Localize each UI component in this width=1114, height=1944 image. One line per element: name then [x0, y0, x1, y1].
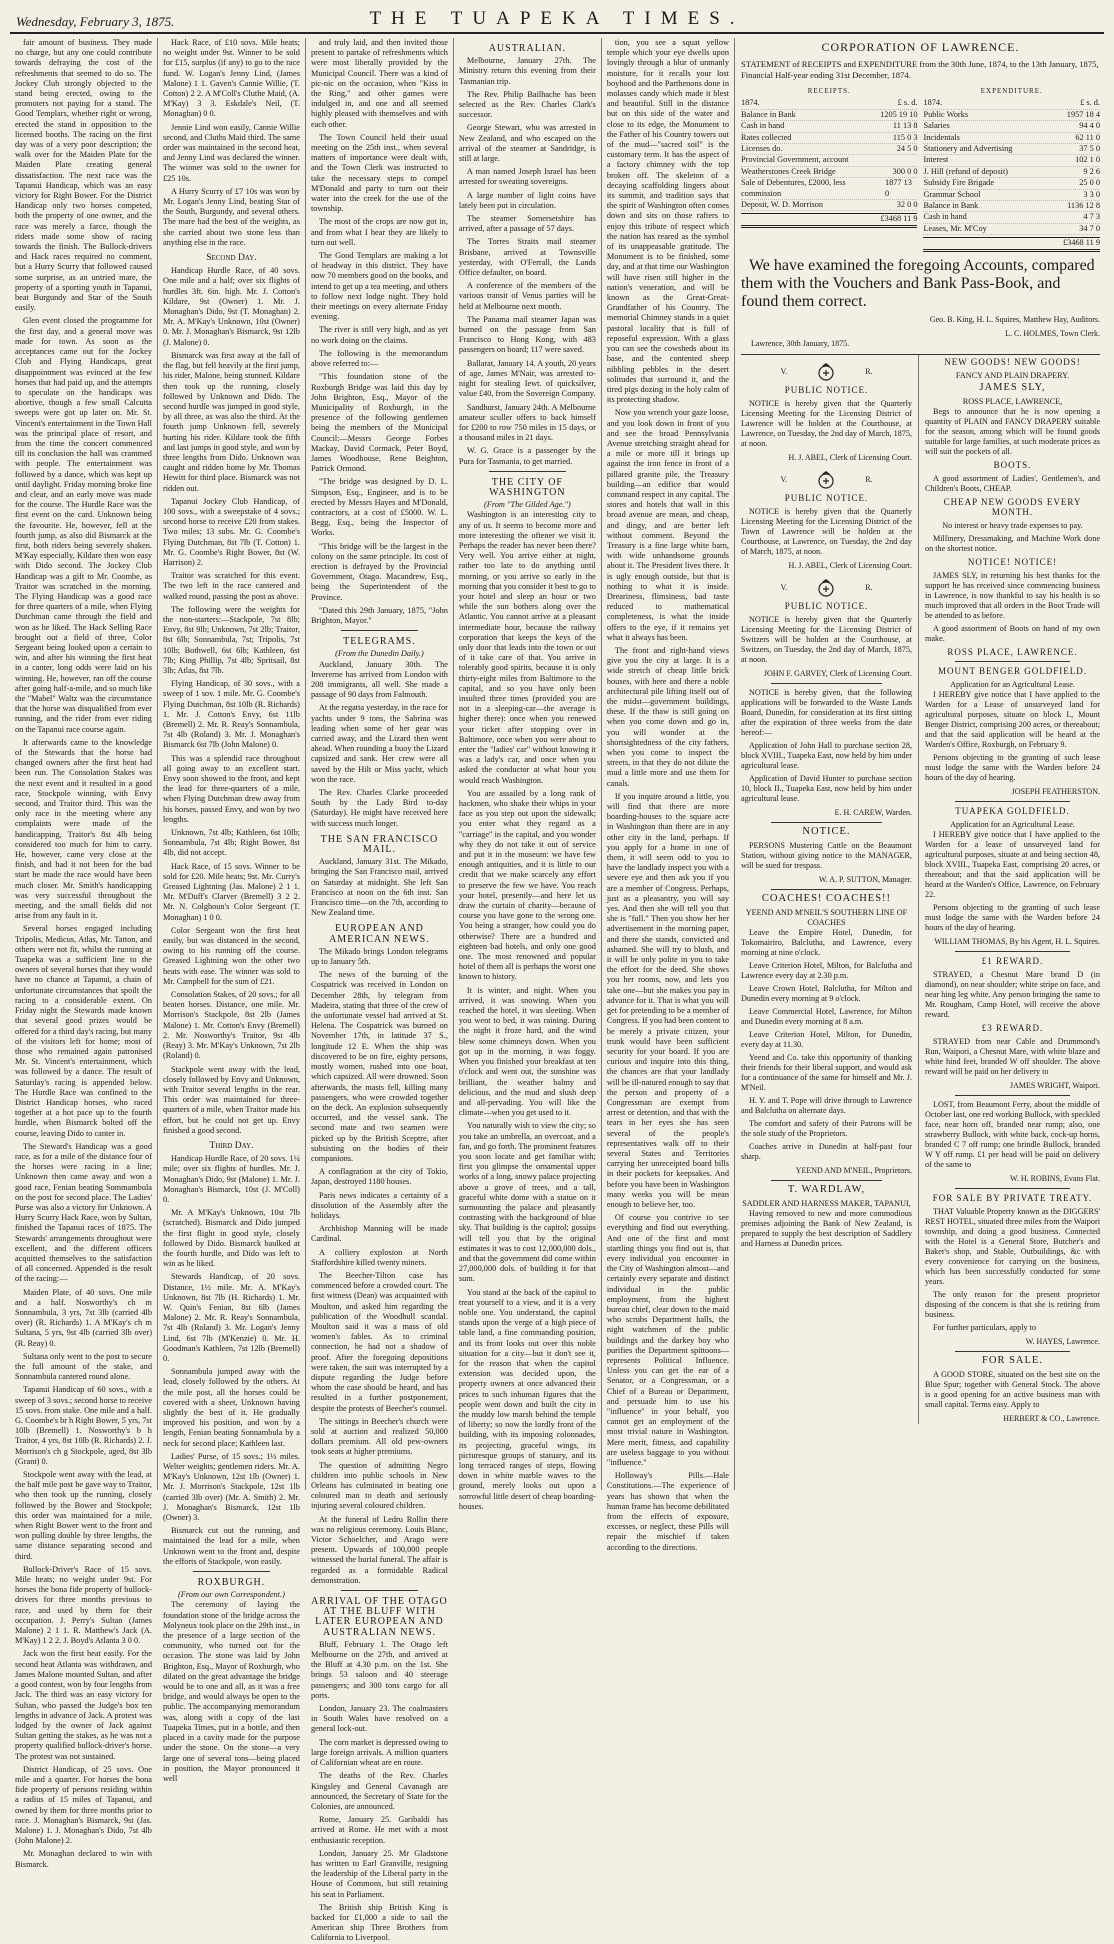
article-paragraph: The Good Templars are making a lot of headway in this district. They have now 70 members good on the books, and intend to get up a tea meeting, and others to follow next lodge night. They hold their meetings on every alternate Friday evening.	[310, 251, 448, 322]
ad-text: Millinery, Dressmaking, and Machine Work done on the shortest notice.	[925, 533, 1100, 553]
audit-text: We have examined the foregoing Accounts, compared them with the Vouchers and Bank Pass-Book, and found them correct.	[740, 256, 1095, 310]
expenditure-item: Stationery and Advertising	[923, 144, 1013, 154]
article-paragraph: You stand at the back of the capitol to treat yourself to a view, and it is a very noble one. You understand, the capitol stands upon the verge of a high piece of table land, a fine commanding position, and its front looks out over this noble situation for a city—but it don't see it, for the reason that when the capitol extension was decided upon, the property owners at once advanced their prices to such inhuman figures that the people went down and built the city in the muddy low marsh behind the temple of liberty; so now the lordly front of the building, with its imposing colonnades, its projecting, graceful wings, its picturesque groups of statuary, and its long terraced ranges of steps, flowing down in white marble waves to the ground, merely looks out upon a sorrowful little desert of cheap boarding-houses.	[458, 1287, 596, 1511]
receipt-row	[741, 133, 918, 144]
article-paragraph: Ladies' Purse, of 15 sovs.; 1½ miles. Welter weights; gentlemen riders. Mr. A. M'Kay's Unknown, 12st 1lb (Owner) 1. Mr. J. Morrison's Stackpole, 12st 1lb (carried 3lb over) (Mr. A. Smith) 2. Mr. J. Monaghan's Bismarck, 12st 1lb (Owner) 3.	[162, 1451, 300, 1523]
crest-letter: R.	[865, 582, 873, 592]
ad-heading: MOUNT BENGER GOLDFIELD.	[937, 665, 1088, 676]
notice-signature: H. J. ABEL, Clerk of Licensing Court.	[788, 560, 912, 570]
ad-text: STRAYED, a Chesnut Mare brand D (in diamond), on near shoulder; white stripe on face, and near hing leg white. Any person bringing the same to Mr. Rougham, Camp Hotel, will receive the above reward.	[925, 969, 1100, 1019]
article-paragraph: The Panama mail steamer Japan was burned on the passage from San Francisco to Hong Kong, with 483 passengers on board; 117 were saved.	[458, 314, 596, 355]
article-paragraph: The Rev. Philip Bailhache has been selected as the Rev. Charles Clark's successor.	[458, 89, 596, 120]
article-subheading: (From "The Gilded Age.")	[484, 500, 571, 510]
newspaper-title: THE TUAPEKA TIMES.	[369, 8, 745, 29]
notice-text: PERSONS Mustering Cattle on the Beaumont Station, without giving notice to the MANAGER, will be sued for trespass.	[740, 840, 912, 870]
expenditure-amount: 37 5 0	[1079, 144, 1100, 154]
article-paragraph: Handicap Hurdle Race, of 20 sovs. 1¼ mile; over six flights of hurdles. Mr. J. Monaghan's Dido, 9st (Malone) 1. Mr. J. Monaghan's Bismarck, 10st (J. M'Coll) 0.	[162, 1154, 300, 1204]
expenditure-item: Leases, Mr. M'Coy	[923, 223, 987, 233]
ad-heading: BOOTS.	[993, 459, 1032, 470]
receipts-heading: RECEIPTS.	[807, 87, 851, 95]
article-paragraph: It afterwards came to the knowledge of the Stewards that the horse had changed owners after the first heat had been run. The Consolation Stakes was the next event and it resulted in a good race, Stockpole winning, with Envy second, and Traitor third. This was the only race in the meeting where any complaints were made of the handicapping, Traitor's 8st 4lb being considered too much for him to carry. He, however, came very close at the finish, and had it not been for the bad start he made the race would have been much closer. Mr. Smith's handicapping was very successful throughout the meeting, and the small fields did not arise from any fault in it.	[15, 737, 152, 921]
ad-text: The only reason for the present proprietor disposing of the concern is that she is retiring from business.	[925, 1289, 1100, 1319]
article-paragraph: Sonnambula jumped away with the lead, closely followed by the others. At the mile post, all the horses could be covered with a sheet, Unknown having slightly the best of it. He gradually improved his position, and won by a length, Fenian beating Sonnambula by a neck for second place; Kathleen last.	[162, 1367, 300, 1448]
article-paragraph: Mr. A M'Kay's Unknown, 10st 7lb (scratched). Bismarck and Dido jumped the first flight in good style, closely followed by Dido. Bismarck baulked at the fourth hurdle, and Dido was left to win as he liked.	[162, 1208, 300, 1269]
article-paragraph: Jack won the first heat easily. For the second heat Atlanta was withdrawn, and James Malone mounted Sultan, and after a good contest, won by four lengths from Jack. The third was an easy victory for Sultan, who passed the Judge's box ten lengths in advance of Jack. A protest was lodged by the owner of Jack against Sultan getting the stakes, as he was not a property qualified bullock-driver's horse. The protest was not sustained.	[15, 1649, 152, 1761]
divider	[341, 630, 418, 631]
article-heading: EUROPEAN AND AMERICAN NEWS.	[329, 923, 430, 945]
receipt-item: Weatherstones Creek Bridge	[740, 166, 836, 176]
divider	[193, 1571, 270, 1572]
expenditure-amount: 4 7 3	[1083, 212, 1100, 222]
section-heading: Second Day.	[206, 253, 257, 264]
article-heading: THE CITY OF WASHINGTON	[489, 476, 566, 498]
article-paragraph: It is winter, and night. When you arrived, it was snowing. When you reached the hotel, it was sleeting. When you went to bed, it was raining. During the night it froze hard, and the wind blew some chimneys down. When you got up in the morning, it was foggy. When you finished your breakfast at ten o'clock and went out, the sunshine was brilliant, the weather balmy and delicious, and the mud and slush deep and all-pervading. You will like the climate—when you get used to it.	[458, 985, 596, 1118]
expenditure-row	[923, 144, 1100, 155]
notice-heading: NOTICE.	[802, 825, 851, 837]
notices-column	[741, 355, 919, 1424]
article-heading: ROXBURGH.	[197, 1577, 266, 1589]
crest-letter: R.	[865, 366, 873, 376]
article-paragraph: A conflagration at the city of Tokio, Japan, destroyed 1180 houses.	[310, 1167, 448, 1187]
receipt-row	[741, 98, 918, 109]
article-paragraph: You are assailed by a long rank of hackmen, who shake their whips in your face as you step out upon the sidewalk; you enter what they regard as a "carriage" in the capital, and you wonder why they do not take it out of service and put it in the museum: we have few enough antiquities, and it is little to our credit that we make scarcely any effort to preserve the few we have. You reach your hotel, presently—and here let us draw the curtain of charity—because of course you have gone to the wrong one. You being a stranger, how could you do otherwise? There are a hundred and eighteen bad hotels, and only one good one. The most renowned and popular hotel of them all is perhaps the worst one known to history.	[458, 788, 596, 982]
ad-signature: WILLIAM THOMAS, By his Agent, H. L. Squires.	[934, 936, 1100, 946]
crest-letter: V.	[780, 366, 788, 376]
notice-heading: PUBLIC NOTICE.	[784, 492, 869, 503]
article-paragraph: District Handicap, of 25 sovs. One mile and a quarter. For horses the bona fide property of persons residing within a radius of 15 miles of Tapanui, and owned by them for three months prior to race. J. Monaghan's Bismarck, 9st (Jas. Malone) 1. J. Monaghan's Dido, 7st 4lb (John Malone) 2.	[15, 1764, 152, 1846]
article-paragraph: Tapanui Handicap of 60 sovs., with a sweep of 3 sovs.; second horse to receive 15 sovs. from stake. One mile and a half. G. Coombe's br h Right Bower, 5 yrs, 7st 10lb (Bremell) 1. Nosworthy's b h Traitor, 4 yrs, 8st 10lb (R. Richards) 2. J. Morrison's ch g Stockpole, aged, 8st 3lb (Grant) 0.	[15, 1385, 152, 1466]
article-paragraph: The sittings in Beecher's church were sold at auction and realized 50,000 dollars premium. All old pew-owners took seats at higher premiums.	[310, 1416, 448, 1457]
article-paragraph: Melbourne, January 27th. The Ministry return this evening from their Tasmanian trip.	[458, 56, 596, 86]
ad-signature: W. HAYES, Lawrence.	[1025, 1336, 1100, 1346]
ad-subheading: SADDLER AND HARNESS MAKER, TAPANUI,	[742, 1198, 911, 1208]
article-paragraph: London, January 25. Mr Gladstone has written to Earl Granville, resigning the leadership of the Liberal party in the House of Commons, but still retaining his seat in Parliament.	[310, 1848, 448, 1899]
receipt-item: Rates collected	[740, 132, 792, 142]
article-paragraph: Stackpole went away with the lead, closely followed by Envy and Unknown, with Traitor several lengths in the rear. This order was maintained for three-quarters of a mile, when Traitor made his effort, but he could not get up. Envy finished a good second.	[162, 1064, 300, 1135]
article-paragraph: George Stewart, who was arrested in New Zealand, and who escaped on the arrival of the steamer at Sandridge, is still at large.	[458, 123, 596, 164]
article-paragraph: Now you wrench your gaze loose, and you look down in front of you and see the broad Pennsylvania Avenue stretching straight ahead for a mile or more till it brings up against the iron fence in front of a pillared granite pile, the Treasury building—an edifice that would command respect in any capital. The stores and hotels that wall in this broad avenue are mean, and cheap, and dingy, and are better left without comment. Beyond the Treasury is a fine large white barn, with wide unhandsome grounds about it. The President lives there. It is ugly enough outside, but that is nothing to what it is inside. Dreariness, flimsiness, bad taste reduced to mathematical completeness, is what the inside offers to the eye, if it remains yet what it always has been.	[606, 408, 729, 642]
ad-text: Begs to announce that he is now opening a quantity of PLAIN and FANCY DRAPERY suitable for the season, among which will be found goods suitable for large families, at such moderate prices as will suit the pockets of all.	[925, 406, 1100, 456]
column-4	[454, 38, 602, 1511]
ad-text: Leave Crown Hotel, Balclutha, for Milton and Dunedin every morning at 9 o'clock.	[740, 983, 912, 1003]
receipt-row	[741, 178, 918, 200]
ad-text: I HEREBY give notice that I have applied to the Warden for a Lease of unsurveyed land for agricultural purposes, situate on block I., Mount Benger District, comprising 200 acres, or thereabout; and that the said application will be heard at the Warden's Office, Roxburgh, on February 9.	[925, 689, 1100, 749]
divider	[341, 1590, 418, 1591]
notice-text: Application of John Hall to purchase section 28, block XVIII., Tuapeka East, now held by him under agricultural lease.	[740, 740, 912, 770]
article-paragraph: Archbishop Manning will be made Cardinal.	[310, 1224, 448, 1244]
ad-text: STRAYED from near Cable and Drummond's Run, Waipori, a Chesnut Mare, with white blaze and white hind feet, branded W off shoulder. The above reward will be paid on her delivery to	[925, 1036, 1100, 1076]
article-paragraph: The question of admitting Negro children into public schools in New Orleans has culminated in beating one coloured man to death and seriously injuring several coloured children.	[310, 1460, 448, 1511]
article-paragraph: Several horses engaged including Tripolis, Medicus, Atlas, Mr. Tatton, and others were not fit, whilst the running at Tuapeka was a sufficient line to the owners of several horses that they would have no chance at Tapanui, a chain of unfortunate circumstances that spoilt the racing to a considerable extent. On Friday night the Stewards made known that several good prizes would be offered for a third day's racing, but many of the visitors left for home; most of those who remained again patronised Mr. St. Vincent's entertainment, which was followed by a dance. The result of Saturday's racing is appended below. The Hurdle Race was confined to the District Handicap horses, who raced together at a hot pace up to the fourth hurdle, when Bismarck bolted off the course, leaving Dido to canter in.	[15, 924, 152, 1138]
notice-signature: W. A. P. SUTTON, Manager.	[818, 874, 912, 884]
article-paragraph: The British ship British King is backed for £1,000 a side to sail the American ship Three Brothers from California to Liverpool.	[310, 1902, 448, 1943]
article-paragraph: A colliery explosion at North Staffordshire killed twenty miners.	[310, 1247, 448, 1267]
ad-heading: FOR SALE BY PRIVATE TREATY.	[932, 1192, 1093, 1203]
ad-heading: JAMES SLY,	[979, 381, 1046, 393]
receipt-amount: 11 13 8	[892, 121, 918, 131]
article-paragraph: Stewards Handicap, of 20 sovs. Distance, 1½ mile. Mr. A. M'Kay's Unknown, 8st 7lb (H. Richards) 1. Mr. W. Quin's Fenian, 8st 6lb (James Malone) 2. Mr. R. Reay's Sonnambula, 7st 4lb (Roland) 3. Mr. Logan's Jenny Lind, 6st 7lb (M'Kenzie) 0. Mr. H. Goodman's Kathleen, 7st 12lb (Bremell) 0.	[162, 1272, 300, 1363]
receipt-item: Cash in hand	[740, 121, 785, 131]
article-paragraph: The Rev. Charles Clarke proceeded South by the Lady Bird to-day (Saturday). He might have received here with success much longer.	[310, 788, 448, 828]
ad-text: Yeend and Co. take this opportunity of thanking their friends for their liberal support, and would ask for a continuance of the same for himself and Mr. J. M'Neil.	[740, 1052, 912, 1092]
receipt-row	[741, 110, 918, 121]
article-paragraph: Hack Race, of 15 sovs. Winner to be sold for £20. Mile heats; 9st. Mr. Curry's Greased Lightning (Jas. Malone) 2 1 1. Mr. M'Duff's Clarver (Bremell) 3 2 2. Mr. N. Colghoun's Color Sergeant (T. Monaghan) 1 0 0.	[162, 861, 300, 922]
article-paragraph: Bismarck cut out the running, and maintained the lead for a mile, when Unknown went to the front and, despite the efforts of Stackpole, won easily.	[162, 1526, 300, 1566]
article-paragraph: The Beecher-Tilton case has commenced before a crowded court. The first witness (Dean) was acquainted with Moulton, and asked him regarding the publication of the Woodhull scandal. Moulton said it was a mass of old women's fables. As to criminal connection, he had not a shadow of proof. After the foregoing depositions were taken, the suit was interrupted by a dispute regarding the Judge before whom the case should be heard, and has resulted in a further postponement, despite the protests of Beecher's counsel.	[310, 1270, 448, 1413]
receipt-row	[741, 144, 918, 155]
article-paragraph: The news of the burning of the Cospatrick was received in London on December 28th, by telegram from Madeira, stating that three of the crew of the unfortunate vessel had arrived at St. Helena. The Cospatrick was burned on November 17th, in latitude 37 S., longitude 12 E. When the ship was discovered to be on fire, eighty persons, mostly women, rushed into one boat, which capsized. All were drowned. Soon afterwards, the masts fell, killing many passengers, who were crowded together on the deck. An explosion subsequently occurred, and the vessel sank. The second mate and two seamen were picked up by the British Sceptre, after subsisting on the bodies of their companions.	[310, 970, 448, 1163]
ad-text: A GOOD STORE, situated on the best site on the Blue Spur; together with General Stock. The above is a good opening for an active business man with small capital. Terms easy. Apply to	[925, 1369, 1100, 1409]
expenditure-amount: £ s. d.	[1080, 98, 1100, 108]
ad-heading: ROSS PLACE, LAWRENCE.	[947, 646, 1078, 657]
divider	[771, 1180, 882, 1181]
article-paragraph: tion, you see a squat yellow temple which your eye dwells upon lovingly through a blur of unmanly moisture, for it recalls your lost boyhood and the Parthenons done in molasses candy which made it blest and beautiful. Still in the distance but on this side of the water and close to its edge, the Monument to the Father of his Country towers out of the mud—"sacred soil" is the customary term. It has the aspect of a factory chimney with the top broken off. The skeleton of a decaying scaffolding lingers about its summit, and tradition says that the spirit of Washington often comes down and sits on those rafters to enjoy this tribute of respect which the nation has reared as the symbol of its unappeasable gratitude. The Monument is to be finished, some day, and at that time our Washington will have risen still higher in the nation's veneration, and will be known as the Great-Great-Grandfather of his Country. The memorial Chimney stands in a quiet pastoral locality that is full of reposeful expression. With a glass you can see the cowsheds about its base, and the contented sheep nibbling pebbles in the desert solitudes that surround it, and the tired pigs dozing in the holy calm of its protecting shadow.	[606, 38, 729, 405]
ad-heading: £1 REWARD.	[981, 955, 1044, 966]
article-paragraph: Of course you contrive to see everything and find out everything. And one of the first and most startling things you find out is, that every individual you encounter in the City of Washington almost—and certainly every separate and distinct individual in the public employment, from the highest bureau chief, clear down to the maid who scrubs Department halls, the night watchmen of the public buildings and the darkey boy who purifies the Department spittoons—represents Political Influence. Unless you can get the ear of a Senator, or a Congressman, or a Chief of a Bureau or Department, and persuade him to use his "influence" in your behalf, you cannot get an employment of the most trivial nature in Washington. Mere merit, fitness, and capability are useless baggage to you without "influence."	[606, 1213, 729, 1468]
ad-subheading: YEEND AND M'NEIL'S SOUTHERN LINE OF COACHES	[745, 907, 908, 927]
expenditure-item: Incidentals	[923, 132, 960, 142]
ad-heading: FOR SALE.	[982, 1354, 1043, 1366]
receipt-amount: 32 0 0	[896, 200, 918, 210]
advertisement-area	[735, 38, 1104, 1490]
receipt-row	[741, 167, 918, 178]
ad-text: Coaches arrive in Dunedin at half-past four sharp.	[740, 1141, 912, 1161]
expenditure-column	[923, 86, 1100, 252]
receipt-item: Sale of Debentures, £2000, less commission	[740, 178, 846, 198]
notice-text: NOTICE is hereby given that the Quarterly Licensing Meeting for the Licensing District of Lawrence will be holden at the Courthouse, at Lawrence, on Tuesday, the 2nd day of March, 1875, at noon.	[740, 398, 912, 448]
article-paragraph: Handicap Hurdle Race, of 40 sovs. One mile and a half; over six flights of hurdles 3ft. 6in. high. Mr. J. Cotton's Kildare, 9st (Owner) 1. Mr. J. Monaghan's Dido, 9st (T. Monaghan) 2. Mr. A. M'Kay's Unknown, 10st (Owner) 0. Mr. J. Monaghan's Bismarck, 9st 12lb (J. Malone) 0.	[162, 266, 300, 347]
divider	[955, 1095, 1070, 1096]
ad-heading: £3 REWARD.	[981, 1022, 1044, 1033]
expenditure-amount: 1957 18 4	[1066, 109, 1100, 119]
expenditure-row	[923, 178, 1100, 189]
corporation-title: CORPORATION OF LAWRENCE.	[821, 40, 1020, 54]
article-paragraph: The Mikado brings London telegrams up to January 5th.	[310, 946, 448, 967]
divider	[771, 683, 882, 684]
ad-heading: CHEAP NEW GOODS EVERY MONTH.	[943, 496, 1082, 517]
statement-date: Lawrence, 30th January, 1875.	[750, 338, 850, 348]
expenditure-amount: 1136 12 8	[1067, 201, 1100, 211]
article-subheading: (From our own Correspondent.)	[178, 1590, 285, 1600]
issue-date: Wednesday, February 3, 1875.	[16, 14, 175, 29]
article-paragraph: Rome, January 25. Garibaldi has arrived at Rome. He met with a most enthusiastic reception.	[310, 1815, 448, 1845]
article-paragraph: The ceremony of laying the foundation stone of the bridge across the Molyneux took place on the 29th inst., in the presence of a large section of the community, who turned out for the occasion. The stone was laid by John Brighton, Esq., Mayor of Roxburgh, who dilated on the great advantage the bridge would be to one and all, as it was a free bridge, and would always be open to the public. The accompanying memorandum was, along with a copy of the last Tuapeka Times, put in a bottle, and then placed in a cavity made for the purpose under the stone. On the stone—a very large one of several tons—being placed in position, the Mayor pronounced it well	[162, 1600, 300, 1783]
ad-signature: W. H. ROBINS, Evans Flat.	[1010, 1173, 1100, 1183]
expenditure-total: £3468 11 9	[923, 237, 1100, 251]
ad-heading: NEW GOODS! NEW GOODS!	[944, 356, 1081, 367]
notice-heading: PUBLIC NOTICE.	[784, 600, 869, 611]
notice-text: NOTICE is hereby given, that the following applications will be forwarded to the Waste Lands Board, Dunedin, for consideration at its first sitting after the expiration of three weeks from the date hereof:—	[740, 687, 912, 737]
article-paragraph: The front and right-hand views give you the city at large. It is a wide stretch of cheap little brick houses, with here and there a noble architectural pile lifting itself out of the midst—government buildings, these. If the thaw is still going on when you come down and go in, you will wonder at the shortsightedness of the city fathers, when you come to inspect the streets, in that they do not dilute the mud a little more and use them for canals.	[606, 645, 729, 788]
notice-signature: H. J. ABEL, Clerk of Licensing Court.	[788, 452, 912, 462]
article-paragraph: fair amount of business. They made no charge, but any one could contribute towards defraying the cost of the refreshments that seemed to do so. The Jockey Club strongly objected to the stand being erected, owing to the promoters not paying for a stand. The Good Templars, whether right or wrong, erected the stand in opposition to the licensed booths. The racing on the first day was of a very poor description; the walk over for the Maiden Plate for the Maiden Plate creating general dissatisfaction. The next race was the Tapanui Handicap, which was an easy victory for Right Bower. For the District Handicap only two horses competed, both the property of one owner, and the race was merely a farce, though the riders made some show of racing towards the finish. The Bullock-drivers and Hack races required no comment, but a Hurry Scurry that followed caused some surprise, as an untried mare, the property of a sporting youth in Tapanui, beat Burgundy and Star of the South easily.	[15, 38, 152, 313]
article-paragraph: Bismarck was first away at the fall of the flag, but fell heavily at the first jump, his rider, Malone, being stunned. Kildare then took up the running, closely followed by Unknown and Dido. The second hurdle was jumped in good style, by all three, as was also the third. At the fourth jump Unknown fell, severely hurting his rider. Kildare took the fifth and last jumps in good style, and won by three lengths from Dido. Unknown was caught and ridden home by Mr. Thomas Hewitt for third place. Bismarck was not ridden out.	[162, 350, 300, 493]
article-heading: TELEGRAMS.	[343, 636, 416, 648]
article-paragraph: The Town Council held their usual meeting on the 25th inst., when several matters of importance were dealt with, and the Town Clerk was instructed to take the necessary steps to compel M'Donald and party to turn out their water into the creek for the use of the township.	[310, 132, 448, 214]
column-2	[158, 38, 306, 1783]
coat-of-arms-icon	[815, 469, 837, 491]
expenditure-row	[923, 121, 1100, 132]
ad-signature: JOSEPH FEATHERSTON.	[1011, 786, 1100, 796]
ad-text: For further particulars, apply to	[933, 1322, 1036, 1332]
article-paragraph: Mr. Monaghan declared to win with Bismarck.	[15, 1849, 152, 1869]
expenditure-row	[923, 201, 1100, 212]
notice-text: NOTICE is hereby given that the Quarterly Licensing Meeting for the Licensing District of the Town of Lawrence will be holden at the Courthouse, at Lawrence, on Tuesday, the 2nd day of March, 1875, at noon.	[740, 506, 912, 556]
ad-text: Leave Criterion Hotel, Milton, for Dunedin, every day at 11.30.	[740, 1029, 912, 1049]
article-paragraph: London, January 23. The coalmasters in South Wales have resolved on a general lock-out.	[310, 1704, 448, 1734]
article-paragraph: Unknown, 7st 4lb; Kathleen, 6st 10lb; Sonnambula, 7st 4lb; Right Bower, 8st 4lb, did not accept.	[162, 828, 300, 858]
expenditure-amount: 9 2 6	[1083, 166, 1100, 176]
article-paragraph: Bullock-Driver's Race of 15 sovs. Mile heats; no weight under 9st. For horses the bona fide property of bullock-drivers for three months previous to race, and used by them for their occupation. J. Perry's Sultan (James Malone) 2 1 1. R. Matthew's Jack (A. M'Kay) 1 2 2. J. Boyd's Atlanta 3 0 0.	[15, 1564, 152, 1646]
article-paragraph: Jennie Lind won easily, Cannie Willie second, and Cluths Maid third. The same order was maintained in the second heat, and Jenny Lind was declared the winner. The winner was sold to the owner for £25 10s.	[162, 122, 300, 183]
ad-text: THAT Valuable Property known as the DIGGERS' REST HOTEL, situated three miles from the Waipori township, and doing a good business. Connected with the Hotel is a General Store, Butcher's and Baker's shop, and Stable, Outbuildings, &c with every convenience for carrying on the business, which has been successfully conducted for some years.	[925, 1206, 1100, 1286]
ad-text: Leave Commercial Hotel, Lawrence, for Milton and Dunedin every morning at 8 a.m.	[740, 1006, 912, 1026]
article-paragraph: Ballarat, January 14. A youth, 20 years of age, James M'Nair, was arrested to-night for stealing Iewt. of quicksilver, value £40, from the Sovereign Company.	[458, 358, 596, 399]
article-paragraph: Color Sergeant won the first heat easily, but was distanced in the second, owing to his running off the course. Greased Lightning won the other two heats with ease. The winner was sold to Mr. Campbell for the sum of £21.	[162, 925, 300, 986]
ad-subheading: Application for an Agricultural Lease.	[950, 679, 1075, 689]
ad-text: Leave Criterion Hotel, Milton, for Balclutha and Lawrence every day at 2.30 p.m.	[740, 960, 912, 980]
statement-heading: STATEMENT of RECEIPTS and EXPENDITURE from the 30th June, 1874, to the 13th January, 1875, Financial Half-year ending 31st December, 1874.	[740, 59, 1099, 80]
article-heading: THE SAN FRANCISCO MAIL.	[320, 833, 439, 856]
ad-subheading: FANCY AND PLAIN DRAPERY.	[955, 370, 1070, 380]
article-paragraph: Bluff, February 1. The Otago left Melbourne on the 27th, and arrived at the Bluff at 4.30 p.m. on the 1st. She brings 53 saloon and 40 steerage passengers; and 300 tons cargo for all ports.	[310, 1639, 448, 1700]
article-paragraph: Auckland, January 31st. The Mikado, bringing the San Francisco mail, arrived on Saturday at midnight. She left San Francisco at noon on the 6th inst. San Francisco time—on the 7th, according to New Zealand time.	[310, 857, 448, 918]
expenditure-item: Subsidy Fire Brigade	[923, 178, 995, 188]
royal-crest	[741, 361, 912, 383]
divider	[771, 889, 882, 890]
expenditure-row	[923, 155, 1100, 166]
article-paragraph: Washington is an interesting city to any of us. It seems to become more and more interesting the oftener we visit it. Perhaps the reader has never been there? Very well. You arrive either at night, rather too late to do anything until morning, or you arrive so early in the morning that you consider it best to go to your hotel and sleep an hour or two while the sun bothers along over the Atlantic. You cannot arrive at a pleasant intermediate hour, because the railway corporation that keeps the keys of the only door that leads into the town or out of it take care of that. You arrive in tolerably good spirits, because it is only thirty-eight miles from Baltimore to the capital, and so you have only been insulted three times (provided you are not in a sleeping-car—the average is higher there): once when you renewed your ticket after stopping over in Baltimore, once when you were about to enter the "ladies' car" without knowing it was a lady's car, and once when you asked the conductor at what hour you would reach Washington.	[458, 510, 596, 785]
expenditure-amount: 102 1 0	[1075, 155, 1100, 165]
crest-letter: V.	[780, 582, 788, 592]
column-1	[10, 38, 158, 1869]
receipt-item: 1874.	[740, 98, 760, 108]
article-paragraph: You naturally wish to view the city; so you take an umbrella, an overcoat, and a fan, and go forth. The prominent features you soon locate and get familiar with; first you glimpse the ornamental upper works of a long, snowy palace projecting above a grove of trees, and a tall, graceful white dome with a statue on it surmounting the palace and pleasantly contrasting with the background of blue sky. That building is the capitol; gossips will tell you that by the original estimates it was to cost 12,000,000 dols., and that the government did come within 27,000,000 dols. of building it for that sum.	[458, 1121, 596, 1284]
article-paragraph: Tapanui Jockey Club Handicap, of 100 sovs., with a sweepstake of 4 sovs.; second horse to receive £20 from stakes. Two miles; 13 subs. Mr. G. Coombe's Flying Dutchman, 8st 7lb (T. Cotton) 1. Mr. G. Coombe's Right Bower, 8st (W. Harrison) 2.	[162, 496, 300, 567]
expenditure-row	[923, 110, 1100, 121]
receipt-amount: 115 0 3	[892, 132, 918, 142]
article-paragraph: A Hurry Scurry of £7 10s was won by Mr. Logan's Jenny Lind, beating Star of the South, Burgundy, and several others. The mare had the best of the weights, as she carried about two stone less than anything else in the race.	[162, 186, 300, 247]
town-clerk-signature: L. C. HOLMES, Town Clerk.	[1005, 328, 1100, 338]
article-paragraph: W. G. Grace is a passenger by the Pura for Tasmania, to get married.	[458, 446, 596, 466]
article-paragraph: and truly laid, and then invited those present to partake of refreshments which were most liberally provided by the Municipal Council. There was a kind of pic-nic on the occasion, when "Kiss in the Ring," and other games were indulged in, and one and all seemed highly pleased with themselves and with each other.	[310, 38, 448, 129]
receipts-total: £3468 11 9	[741, 213, 918, 227]
article-paragraph: The river is still very high, and as yet no work doing on the claims.	[310, 325, 448, 345]
article-paragraph: Stockpole went away with the lead, at the half mile post he gave way to Traitor, who then took up the running, closely followed by the Bower and Stockpole; this order was maintained for a mile, when Right Bower went to the front and won pulling double by three lengths, the same distance separating second and third.	[15, 1470, 152, 1561]
expenditure-amount: 62 11 0	[1075, 132, 1100, 142]
column-3	[306, 38, 454, 1943]
royal-crest	[741, 577, 912, 599]
receipt-amount: 1205 19 10	[880, 109, 918, 119]
ad-heading: TUAPEKA GOLDFIELD.	[955, 805, 1070, 816]
ad-subheading: ROSS PLACE, LAWRENCE,	[962, 396, 1063, 406]
article-paragraph: Flying Handicap, of 30 sovs., with a sweep of 1 sov. 1 mile. Mr. G. Coombe's Flying Dutchman, 8st 10lb (R. Richards) 1. Mr. J. Cotton's Envy, 6st 11lb (Bremell) 2. Mr. R. Reay's Sonnambula, 7st 4lb (Roland) 3. Mr. J. Monaghan's Bismarck 6st 7lb (John Malone) 0.	[162, 679, 300, 750]
expenditure-item: 1874.	[923, 98, 943, 108]
royal-crest	[741, 469, 912, 491]
masthead	[10, 6, 1104, 34]
article-paragraph: This was a splendid race throughout all going away to an excellent start. Envy soon showed to the front, and kept the lead for three-quarters of a mile, when Flying Dutchman drew away from his horses, passed Envy, and won by two lengths.	[162, 753, 300, 824]
article-paragraph: "This bridge will be the largest in the colony on the same principle. Its cost of erection is defrayed by the Provincial Government, Otago. Macandrew, Esq., being the Superintendent of the Province.	[310, 541, 448, 602]
ad-heading: COACHES! COACHES!!	[761, 892, 892, 904]
receipt-amount: 24 5 0	[896, 144, 918, 154]
article-paragraph: A man named Joseph Israel has been arrested for sweating sovereigns.	[458, 167, 596, 187]
expenditure-amount: 25 0 0	[1079, 178, 1100, 188]
receipt-amount: 1877 13 0	[884, 178, 912, 198]
ad-signature: JAMES WRIGHT, Waipori.	[1009, 1080, 1100, 1090]
ad-text: LOST, from Beaumont Ferry, about the middle of October last, one red working Bullock, with speckled face, near horn off, branded near rump; also, one strawberry Bullock, with white back, cock-up horns, branded C 7 off rump; one brindle Bullock, branded W Y off rump. £1 per head will be paid on delivery of the same to	[925, 1099, 1100, 1169]
auditors-signature: Geo. B. King, H. L. Squires, Matthew Hay, Auditors.	[929, 314, 1100, 324]
ad-signature: YEEND AND M'NEIL, Proprietors.	[795, 1165, 912, 1175]
receipt-item: Provincial Government, account	[740, 155, 849, 165]
expenditure-item: Public Works	[923, 109, 969, 119]
notice-signature: JOHN F. GARVEY, Clerk of Licensing Court.	[763, 668, 912, 678]
article-paragraph: A large number of light coins have lately been put in circulation.	[458, 190, 596, 210]
article-paragraph: Hack Race, of £10 sovs. Mile heats; no weight under 9st. Winner to be sold for £15, surplus (if any) to go to the race fund. W. Logan's Jenny Lind, (James Malone) 1 1. Gaven's Cannie Willie, (T. Cotton) 2 2. A M'Coll's Cluthe Maid, (A. M'Kay) 3 3. Eskdale's Neil, (T. Monaghan) 0 0.	[162, 38, 300, 119]
article-paragraph: Sultana only went to the post to secure the full amount of the stake, and Sonnambula cantered round alone.	[15, 1351, 152, 1382]
divider	[771, 822, 882, 823]
receipt-amount: £ s. d.	[897, 98, 918, 108]
divider	[955, 1351, 1070, 1352]
expenditure-row	[923, 224, 1100, 235]
expenditure-row	[923, 212, 1100, 223]
ad-text: H. Y. and T. Pope will drive through to Lawrence and Balclutha on alternate days.	[740, 1095, 912, 1115]
receipt-amount: 300 0 0	[892, 166, 918, 176]
expenditure-item: Interest	[923, 155, 949, 165]
expenditure-row	[923, 98, 1100, 109]
expenditure-row	[923, 190, 1100, 201]
article-paragraph: Consolation Stakes, of 20 sovs.; for all beaten horses. Distance, one mile. Mr. Morrison's Stackpole, 8st 2lb (James Malone) 1. Mr. Cotton's Envy (Bremell) 2. Mr. Nosworthy's Traitor, 9st 4lb (Reay) 3. Mr. M'Kay's Unknown, 7st 2lb (Roland) 0.	[162, 990, 300, 1061]
divider	[489, 471, 566, 472]
receipt-item: Balance in Bank	[740, 109, 796, 119]
ad-heading: NOTICE! NOTICE!	[967, 556, 1058, 567]
article-paragraph: The following is the memorandum above referred to:—	[310, 348, 448, 369]
ad-text: A good assortment of Boots on hand of my own make.	[925, 623, 1100, 643]
expenditure-amount: 34 7 0	[1079, 223, 1100, 233]
article-paragraph: The following were the weights for the non-starters:—Stackpole, 7st 8lb; Envy, 8st 9lb; Unknown, 7st 2lb; Traitor, 8st 6lb; Sonnambula, 7st; Tripolis, 7st 10lb; Bothwell, 6st 6lb; Kathleen, 6st 7lb; King Phillip, 7st 4lb; Spritsail, 8st 3lb; Atlas, 8st 7lb.	[162, 604, 300, 675]
expenditure-item: J. Hill (refund of deposit)	[923, 166, 1009, 176]
receipt-row	[741, 200, 918, 211]
receipts-column	[741, 86, 918, 252]
article-paragraph: The Torres Straits mail steamer Brisbane, arrived at Townsville yesterday, with O'Ferrall, the Lands Office defaulter, on board.	[458, 237, 596, 278]
crest-letter: R.	[865, 474, 873, 484]
expenditure-item: Salaries	[923, 121, 950, 131]
ads-column	[919, 355, 1100, 1424]
crest-letter: V.	[780, 474, 788, 484]
article-paragraph: "The bridge was designed by D. L. Simpson, Esq., Engineer, and is to be erected by Messrs Hayes and M'Donald, contractors, at a cost of £5000. W. L. Begg, Esq., being the Inspector of Works.	[310, 477, 448, 538]
expenditure-amount: 94 4 0	[1079, 121, 1100, 131]
article-paragraph: The steamer Somersetshire has arrived, after a passage of 57 days.	[458, 214, 596, 234]
ad-signature: HERBERT & CO., Lawrence.	[1003, 1413, 1100, 1423]
article-paragraph: If you inquire around a little, you will find that there are more boarding-houses to the square acre in Washington than there are in any other city in the land, perhaps. If you apply for a home in one of them, it will seem odd to you to have the landlady inspect you with a severe eye and then ask you if you are a member of Congress. Perhaps, just as a pleasantry, you will say yes. And then she will tell you that she is "full." Then you show her her advertisement in the morning paper, and there she stands, convicted and ashamed. She will try to blush, and it will be only polite in you to take the effort for the deed. She shows you her rooms, now, and lets you take one—but she makes you pay in advance for it. That is what you will get for pretending to be a member of Congress. If you had been content to be merely a private citizen, your trunk would have been sufficient security for your board. If you are curious and inquire into this thing, the chances are that your landlady will be ill-natured enough to say that the person and property of a Congressman are exempt from arrest or detention, and that with the tears in her eyes she has seen several of the people's representatives walk off to their several States and Territories carrying her unreceipted board bills in their pockets for keepsakes. And before you have been in Washington many weeks you will be mean enough to believe her, too.	[606, 791, 729, 1209]
receipt-row	[741, 155, 918, 166]
coat-of-arms-icon	[815, 577, 837, 599]
article-paragraph: At the funeral of Ledru Rollin there was no religious ceremony. Louis Blanc, Victor Schoelcher, and Arago were present. Upwards of 100,000 people witnessed the burial funeral. The affair is regarded as a formidable Radical demonstration.	[310, 1514, 448, 1585]
article-paragraph: Traitor was scratched for this event. The two left in the race cantered and walked round, passing the post as above.	[162, 571, 300, 601]
section-heading: Third Day.	[209, 1140, 254, 1151]
ad-text: No interest or heavy trade expenses to pay.	[942, 520, 1083, 530]
article-paragraph: At the regatta yesterday, in the race for yachts under 9 tons, the Sabrina was leading when some of her gear was carried away, and the Lizard then went ahead. When rounding a buoy the Lizard capsized and sank. Her crew were all saved by the Hilt or Miss yacht, which won the race.	[310, 703, 448, 784]
article-paragraph: Sandhurst, January 24th. A Melbourne amateur sculler offers to back himself for £200 to row 750 miles in 15 days, or a thousand miles in 21 days.	[458, 402, 596, 443]
receipt-item: Licenses do.	[740, 144, 783, 154]
article-paragraph: The Steward's Handicap was a good race, as for a mile of the distance four of the horses were racing in a line; Unknown then came away and won a good race, Fenian beating Sommambula on the post for second place. The Ladies' Purse was also a victory for Unknown. A Hurry Scurry Hack Race, won by Sultan, finished the Tapanui races of 1875. The Stewards' arrangements throughout were excellent, and the different officers acquitted themselves to the satisfaction of all concerned. Appended is the result of the racing:—	[15, 1141, 152, 1284]
article-paragraph: Paris news indicates a certainty of a dissolution of the Assembly after the holidays.	[310, 1190, 448, 1220]
expenditure-row	[923, 133, 1100, 144]
article-subheading: (From the Dunedin Daily.)	[335, 649, 424, 659]
article-paragraph: Glen event closed the programme for the first day, and a general move was made for town. As soon as the acceptances came out for the Jockey Club and Flying Handicaps, great disappointment was evinced at the few horses that had paid up, and the attempts to speculate on the handicaps was abortive, though a few small Calcutta sweeps were got up later on. Mr. St. Vincent's entertainment in the Town Hall was the principal place of resort, and from the time the concert commenced till its conclusion the hall was crammed with people. The entertainment was followed by a dance, which was kept up until daylight. Friday morning broke fine and clear, and an early move was made for the course. The Hurdle Race was the first event on the card. Unknown being the favourite. He, however, fell at the fourth jump, as also did Bismarck at the first, both riders being severely shaken. M'Kay especially, Kildare then won easy with Dido second. The Jockey Club Handicap was a gift to Mr. Coombe, as Traitor was scratched in the morning. The Flying Handicap was a good race for three quarters of a mile, when Flying Dutchman came through the field and won as he liked. The Hack Selling Race brought out a field of three, Color Sergeant being looked upon a certain to win, and after his winning the first heat in a canter, long odds were laid on his winning. He, however, ran off the course after going half-a-mile, and so much like the "Mabel" Waltz was the circumstance that the horse was disqualified from ever running, and the rider from ever riding on the Tapanui race course again.	[15, 316, 152, 734]
ad-text: Persons objecting to the granting of such lease must lodge the same with the Warden before 24 hours of the day of hearing.	[925, 752, 1100, 782]
article-paragraph: Holloway's Pills.—Hale Constitutions.—The experience of years has shown that when the human frame has become debilitated from the effects of exposure, excesses, or neglect, these Pills will repair the mischief if taken according to the directions.	[606, 1471, 729, 1552]
article-paragraph: "This foundation stone of the Roxburgh Bridge was laid this day by John Brighton, Esq., Mayor of the Municipality of Roxburgh, in the presence of the following gentlemen being the members of the Municipal Council:—Messrs George Forbes Mackay, David Cormack, Peter Boyd, James Woodhouse, Rene Beighton, Patrick Ormond.	[310, 372, 448, 474]
ad-text: A good assortment of Ladies', Gentlemen's, and Children's Boots, CHEAP.	[925, 473, 1100, 493]
divider	[955, 951, 1070, 952]
ad-heading: T. WARDLAW,	[787, 1183, 866, 1195]
ad-text: Persons objecting to the granting of such lease must lodge the same with the Warden before 24 hours of the day of hearing.	[925, 902, 1100, 932]
article-paragraph: The corn market is depressed owing to large foreign arrivals. A million quarters of Californian wheat are en route.	[310, 1737, 448, 1768]
article-heading: ARRIVAL OF THE OTAGO AT THE BLUFF WITH LATER EUROPEAN AND AUSTRALIAN NEWS.	[311, 1596, 448, 1638]
notice-text: Application of David Hunter to purchase section 10, block II., Tuapeka East, now held by him under agricultural lease.	[740, 773, 912, 803]
notice-heading: PUBLIC NOTICE.	[784, 384, 869, 395]
ad-text: JAMES SLY, in returning his best thanks for the support he has received since commencing business in Lawrence, is now thankful to say his health is so much improved that all orders in the Boot Trade will be attended to as before.	[925, 570, 1100, 620]
ad-text: The comfort and safety of their Patrons will be the sole study of the Proprietors.	[740, 1118, 912, 1138]
notice-signature: E. H. CAREW, Warden.	[834, 807, 912, 817]
expenditure-amount: 3 3 0	[1083, 189, 1100, 199]
expenditure-heading: EXPENDITURE.	[980, 87, 1043, 95]
accounts-table	[741, 86, 1100, 252]
article-paragraph: Auckland, January 30th. The Invererne has arrived from London with 208 immigrants, all well. She made a passage of 90 days from Falmouth.	[310, 659, 448, 700]
expenditure-row	[923, 167, 1100, 178]
expenditure-item: Grammar School	[923, 189, 981, 199]
divider	[955, 661, 1070, 662]
ad-text: I HEREBY give notice that I have applied to the Warden for a lease of unsurveyed land for agricultural purposes, situate at and being section 48, block XVIII., Tuapeka East, comprising 20 acres, or thereabout; and that the said application will be heard at the Warden's Office, Lawrence, on February 22.	[925, 829, 1100, 899]
article-heading: AUSTRALIAN.	[488, 43, 567, 54]
article-paragraph: The most of the crops are now got in, and from what I hear they are likely to turn out well.	[310, 217, 448, 247]
ad-text: Leave the Empire Hotel, Dunedin, for Tokomairiro, Balclutha, and Lawrence, every morning at nine o'clock.	[740, 927, 912, 957]
ad-text: Having removed to new and more commodious premises adjoining the Bank of New Zealand, is prepared to supply the best description of Saddlery and Harness at Dunedin prices.	[740, 1208, 912, 1248]
divider	[955, 801, 1070, 802]
article-paragraph: Maiden Plate, of 40 sovs. One mile and a half. Nosworthy's ch m Sonnambula, 3 yrs, 7st 3lb (carried 4lb over) (R. Richards) 1. A M'Kay's ch m Sultana, 5 yrs, 9st 4lb (carried 3lb over) (R. Reay) 0.	[15, 1287, 152, 1348]
coat-of-arms-icon	[815, 361, 837, 383]
receipt-item: Deposit, W. D. Morrison	[740, 200, 824, 210]
article-paragraph: "Dated this 29th January, 1875, "John Brighton, Mayor."	[310, 605, 448, 625]
article-paragraph: A conference of the members of the various transit of Venus parties will be held at Melbourne next month.	[458, 281, 596, 311]
notice-text: NOTICE is hereby given that the Quarterly Licensing Meeting for the Licensing District of Switzers will be holden at the Courthouse, at Switzers, on Tuesday, the 2nd day of March, 1875, at noon.	[740, 614, 912, 664]
receipt-row	[741, 121, 918, 132]
expenditure-item: Cash in hand	[923, 212, 967, 222]
article-paragraph: The deaths of the Rev. Charles Kingsley and General Cavanagh are announced, the Secretary of State for the Colonies, are announced.	[310, 1771, 448, 1811]
expenditure-item: Balance in Bank	[923, 201, 979, 211]
column-5	[602, 38, 735, 1552]
ad-subheading: Application for an Agricultural Lease.	[950, 819, 1075, 829]
divider	[955, 1188, 1070, 1189]
